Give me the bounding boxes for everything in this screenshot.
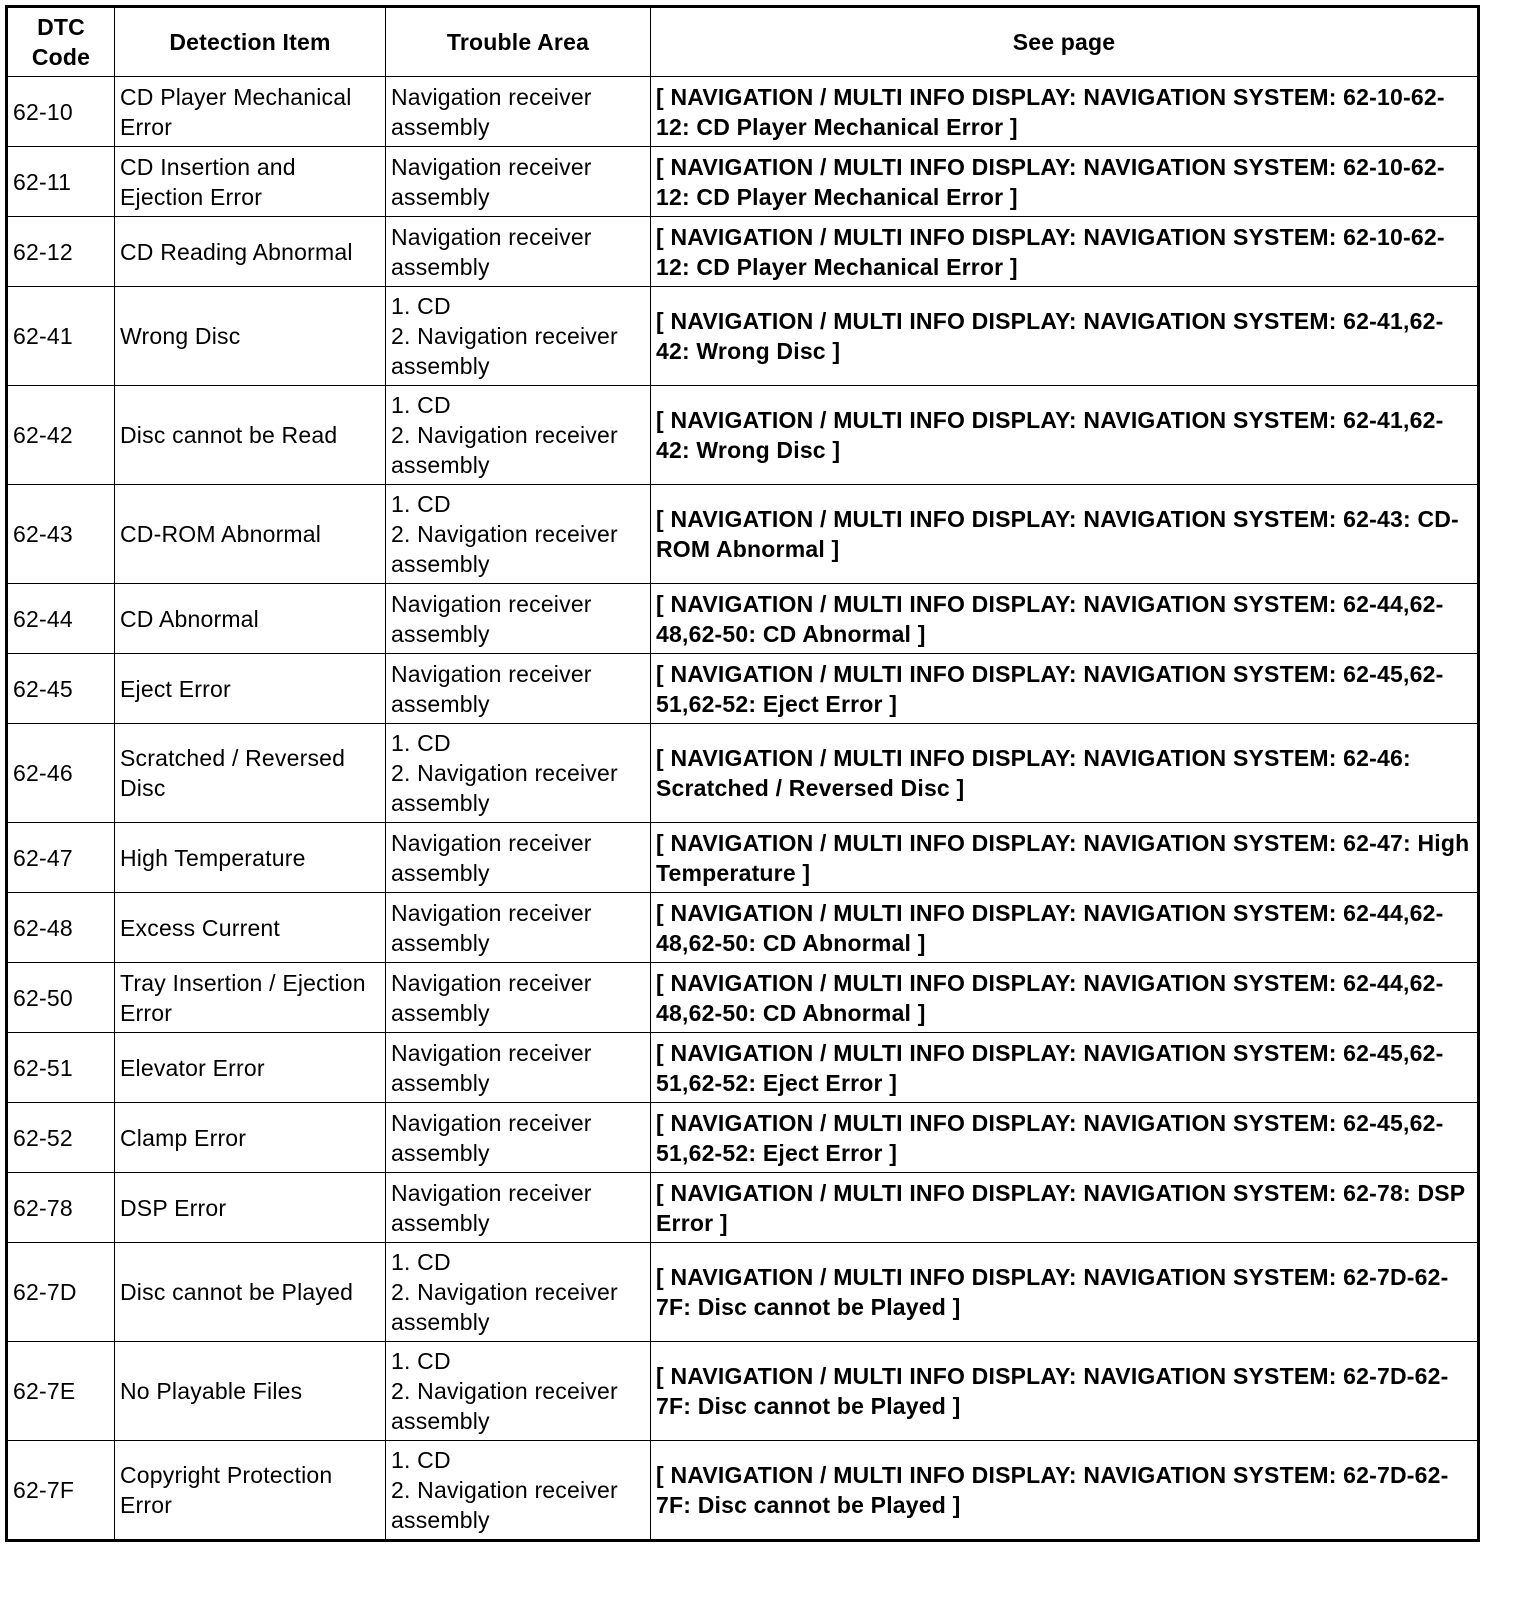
header-see-page: See page [651,7,1479,77]
trouble-area-line: Navigation receiver assembly [391,83,592,140]
trouble-area-line: 1. CD [391,293,451,319]
dtc-code-cell: 62-12 [7,217,115,287]
see-page-link: [ NAVIGATION / MULTI INFO DISPLAY: NAVIGATION SYSTEM: 62-45,62-51,62-52: Eject Error ] [651,1103,1479,1173]
trouble-area-cell [386,1033,651,1103]
table-row [7,1103,1479,1173]
detection-item-cell: Excess Current [115,893,386,963]
trouble-area-line: 1. CD [391,1447,451,1473]
dtc-code-cell: 62-50 [7,963,115,1033]
header-detection-item: Detection Item [115,7,386,77]
trouble-area-line: 1. CD [391,1348,451,1374]
trouble-area-line: Navigation receiver assembly [391,1039,592,1096]
trouble-area-line: Navigation receiver assembly [391,899,592,956]
dtc-code-cell: 62-7F [7,1441,115,1541]
dtc-table [5,5,1480,1542]
detection-item-cell: High Temperature [115,823,386,893]
detection-item-cell: CD Insertion and Ejection Error [115,147,386,217]
see-page-link: [ NAVIGATION / MULTI INFO DISPLAY: NAVIGATION SYSTEM: 62-47: High Temperature ] [651,823,1479,893]
dtc-code-cell: 62-43 [7,485,115,584]
trouble-area-cell [386,654,651,724]
dtc-code-cell: 62-7E [7,1342,115,1441]
trouble-area-cell [386,485,651,584]
trouble-area-line: Navigation receiver assembly [391,223,592,280]
table-row [7,77,1479,147]
trouble-area-line: 1. CD [391,392,451,418]
table-row [7,724,1479,823]
trouble-area-cell [386,1103,651,1173]
trouble-area-line: 2. Navigation receiver assembly [391,760,618,816]
detection-item-cell: No Playable Files [115,1342,386,1441]
table-row [7,386,1479,485]
table-row [7,584,1479,654]
table-row [7,1441,1479,1541]
dtc-code-cell: 62-52 [7,1103,115,1173]
trouble-area-line: 2. Navigation receiver assembly [391,422,618,478]
trouble-area-cell [386,1173,651,1243]
see-page-link: [ NAVIGATION / MULTI INFO DISPLAY: NAVIGATION SYSTEM: 62-45,62-51,62-52: Eject Error ] [651,1033,1479,1103]
detection-item-cell: CD Reading Abnormal [115,217,386,287]
dtc-code-cell: 62-46 [7,724,115,823]
table-row [7,217,1479,287]
see-page-link: [ NAVIGATION / MULTI INFO DISPLAY: NAVIGATION SYSTEM: 62-45,62-51,62-52: Eject Error ] [651,654,1479,724]
trouble-area-cell [386,724,651,823]
trouble-area-line: Navigation receiver assembly [391,829,592,886]
trouble-area-line: 1. CD [391,1249,451,1275]
trouble-area-line: 2. Navigation receiver assembly [391,323,618,379]
trouble-area-line: 2. Navigation receiver assembly [391,1279,618,1335]
trouble-area-cell [386,1243,651,1342]
see-page-link: [ NAVIGATION / MULTI INFO DISPLAY: NAVIGATION SYSTEM: 62-44,62-48,62-50: CD Abnormal ] [651,584,1479,654]
table-row [7,654,1479,724]
dtc-code-cell: 62-44 [7,584,115,654]
table-row [7,1342,1479,1441]
dtc-code-cell: 62-78 [7,1173,115,1243]
dtc-code-cell: 62-41 [7,287,115,386]
see-page-link: [ NAVIGATION / MULTI INFO DISPLAY: NAVIGATION SYSTEM: 62-7D-62-7F: Disc cannot be Played ] [651,1441,1479,1541]
trouble-area-line: Navigation receiver assembly [391,969,592,1026]
detection-item-cell: Copyright Protection Error [115,1441,386,1541]
table-row [7,147,1479,217]
trouble-area-cell [386,584,651,654]
table-row [7,893,1479,963]
see-page-link: [ NAVIGATION / MULTI INFO DISPLAY: NAVIGATION SYSTEM: 62-41,62-42: Wrong Disc ] [651,386,1479,485]
table-body [7,77,1479,1541]
see-page-link: [ NAVIGATION / MULTI INFO DISPLAY: NAVIGATION SYSTEM: 62-10-62-12: CD Player Mechanical Error ] [651,217,1479,287]
see-page-link: [ NAVIGATION / MULTI INFO DISPLAY: NAVIGATION SYSTEM: 62-7D-62-7F: Disc cannot be Played ] [651,1342,1479,1441]
trouble-area-line: 2. Navigation receiver assembly [391,521,618,577]
detection-item-cell: Tray Insertion / Ejection Error [115,963,386,1033]
detection-item-cell: Clamp Error [115,1103,386,1173]
detection-item-cell: DSP Error [115,1173,386,1243]
header-row [7,7,1479,77]
trouble-area-cell [386,287,651,386]
trouble-area-cell [386,823,651,893]
trouble-area-cell [386,217,651,287]
detection-item-cell: CD-ROM Abnormal [115,485,386,584]
dtc-code-cell: 62-42 [7,386,115,485]
trouble-area-line: Navigation receiver assembly [391,590,592,647]
see-page-link: [ NAVIGATION / MULTI INFO DISPLAY: NAVIGATION SYSTEM: 62-44,62-48,62-50: CD Abnormal ] [651,963,1479,1033]
dtc-code-cell: 62-10 [7,77,115,147]
detection-item-cell: Eject Error [115,654,386,724]
header-dtc-code: DTC Code [7,7,115,77]
trouble-area-line: Navigation receiver assembly [391,1109,592,1166]
see-page-link: [ NAVIGATION / MULTI INFO DISPLAY: NAVIGATION SYSTEM: 62-10-62-12: CD Player Mechanical Error ] [651,147,1479,217]
trouble-area-cell [386,963,651,1033]
detection-item-cell: Disc cannot be Read [115,386,386,485]
detection-item-cell: Elevator Error [115,1033,386,1103]
table-row [7,1033,1479,1103]
table-row [7,287,1479,386]
table-row [7,963,1479,1033]
trouble-area-cell [386,77,651,147]
trouble-area-line: 2. Navigation receiver assembly [391,1378,618,1434]
dtc-code-cell: 62-45 [7,654,115,724]
see-page-link: [ NAVIGATION / MULTI INFO DISPLAY: NAVIGATION SYSTEM: 62-46: Scratched / Reversed Disc ] [651,724,1479,823]
trouble-area-line: 1. CD [391,491,451,517]
detection-item-cell: Wrong Disc [115,287,386,386]
header-trouble-area: Trouble Area [386,7,651,77]
trouble-area-cell [386,147,651,217]
trouble-area-line: Navigation receiver assembly [391,1179,592,1236]
see-page-link: [ NAVIGATION / MULTI INFO DISPLAY: NAVIGATION SYSTEM: 62-7D-62-7F: Disc cannot be Played ] [651,1243,1479,1342]
trouble-area-line: Navigation receiver assembly [391,660,592,717]
table-row [7,1243,1479,1342]
dtc-code-cell: 62-47 [7,823,115,893]
trouble-area-line: 2. Navigation receiver assembly [391,1477,618,1533]
dtc-code-cell: 62-48 [7,893,115,963]
detection-item-cell: CD Abnormal [115,584,386,654]
see-page-link: [ NAVIGATION / MULTI INFO DISPLAY: NAVIGATION SYSTEM: 62-78: DSP Error ] [651,1173,1479,1243]
see-page-link: [ NAVIGATION / MULTI INFO DISPLAY: NAVIGATION SYSTEM: 62-44,62-48,62-50: CD Abnormal ] [651,893,1479,963]
detection-item-cell: Disc cannot be Played [115,1243,386,1342]
table-row [7,485,1479,584]
trouble-area-cell [386,386,651,485]
detection-item-cell: CD Player Mechanical Error [115,77,386,147]
dtc-code-cell: 62-51 [7,1033,115,1103]
trouble-area-line: Navigation receiver assembly [391,153,592,210]
trouble-area-cell [386,1342,651,1441]
detection-item-cell: Scratched / Reversed Disc [115,724,386,823]
dtc-code-cell: 62-7D [7,1243,115,1342]
see-page-link: [ NAVIGATION / MULTI INFO DISPLAY: NAVIGATION SYSTEM: 62-43: CD-ROM Abnormal ] [651,485,1479,584]
trouble-area-cell [386,1441,651,1541]
table-row [7,823,1479,893]
trouble-area-line: 1. CD [391,730,451,756]
table-row [7,1173,1479,1243]
trouble-area-cell [386,893,651,963]
see-page-link: [ NAVIGATION / MULTI INFO DISPLAY: NAVIGATION SYSTEM: 62-10-62-12: CD Player Mechanical Error ] [651,77,1479,147]
see-page-link: [ NAVIGATION / MULTI INFO DISPLAY: NAVIGATION SYSTEM: 62-41,62-42: Wrong Disc ] [651,287,1479,386]
dtc-code-cell: 62-11 [7,147,115,217]
